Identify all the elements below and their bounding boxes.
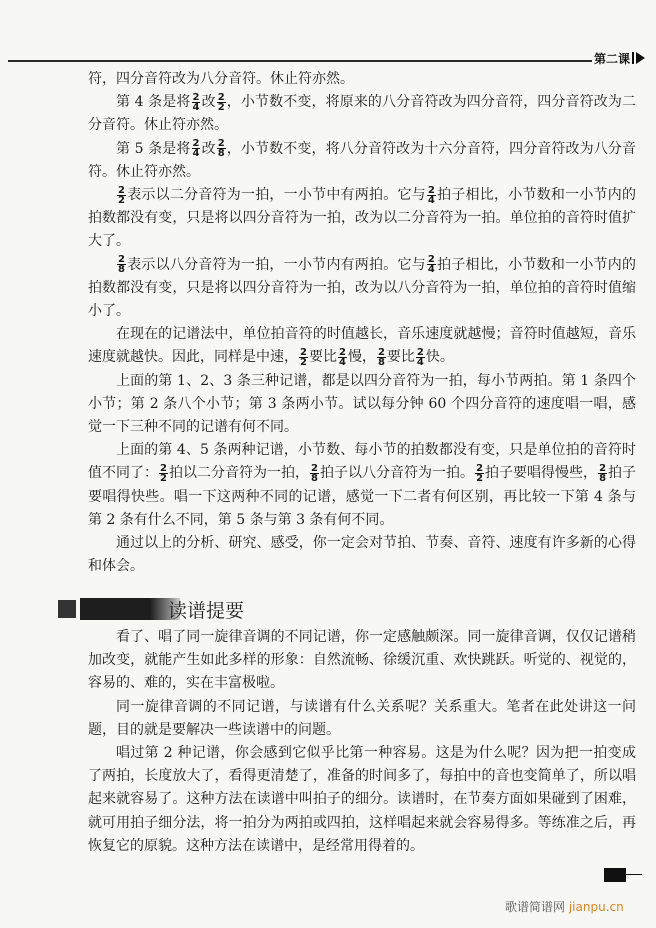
text: 改 xyxy=(201,140,216,157)
time-signature xyxy=(377,348,386,367)
chapter-label: 第二课 xyxy=(594,52,631,66)
watermark-cn: 歌谱简谱网 xyxy=(505,900,566,914)
numerator: 2 xyxy=(311,462,319,474)
numerator: 2 xyxy=(160,462,167,474)
paragraph: 唱过第 2 种记谱，你会感到它似乎比第一种容易。这是为什么呢？因为把一拍变成了两拍，长度放大了，看得更清楚了，准备的时间多了，每拍中的音也变简单了，所以唱起来就容易了。这种方法在读谱中叫拍子的细分。读谱时，在节奏方面如果碰到了困难，就可用拍子细分法，将一拍分为两拍或四拍，这样唱起来就会容易得多。等练准之后，再恢复它的原貌。这种方法在读谱中，是经常用得着的。 xyxy=(88,745,636,854)
section-title: 读谱提要 xyxy=(168,599,245,622)
denominator: 4 xyxy=(192,148,200,160)
time-signature xyxy=(598,464,607,483)
time-signature xyxy=(416,348,425,367)
time-signature xyxy=(217,139,226,158)
time-signature xyxy=(192,139,201,158)
paragraph xyxy=(88,323,636,369)
time-signature xyxy=(475,464,484,483)
denominator: 2 xyxy=(476,472,484,484)
numerator: 2 xyxy=(427,254,435,266)
numerator: 2 xyxy=(377,346,385,358)
numerator: 2 xyxy=(217,91,225,103)
denominator: 4 xyxy=(192,101,200,113)
text: 拍子以八分音符为一拍。 xyxy=(320,465,475,482)
text: ，小节数不变，将原来的八分音符改为四分音符，四分音符改为二分音符。休止符亦然。 xyxy=(88,94,637,134)
page-marker-line xyxy=(626,874,642,875)
heading-block-icon xyxy=(58,600,76,618)
paragraph xyxy=(88,91,636,137)
text: 快。 xyxy=(425,349,454,366)
denominator: 8 xyxy=(377,356,385,368)
denominator: 8 xyxy=(599,472,607,484)
text: 拍子相比，小节数和一小节内的拍数都没有变，只是将以四分音符为一拍，改为以八分音符为一拍，单位拍的音符时值缩小了。 xyxy=(88,256,637,320)
paragraph xyxy=(88,184,636,254)
paragraph: 符，四分音符改为八分音符。休止符亦然。 xyxy=(88,71,354,87)
time-signature xyxy=(117,255,126,274)
denominator: 4 xyxy=(338,356,346,368)
denominator: 8 xyxy=(118,264,125,276)
header-bar xyxy=(632,52,634,64)
text: 拍子要唱得快些。唱一下这两种不同的记谱，感觉一下二者有何区别，再比较一下第 4 条与第 2 条有什么不同，第 5 条与第 3 条有何不同。 xyxy=(88,465,637,528)
paragraph: 看了、唱了同一旋律音调的不同记谱，你一定感触颇深。同一旋律音调，仅仅记谱稍加改变，就能产生如此多样的形象：自然流畅、徐缓沉重、欢快跳跃。听觉的、视觉的，容易的、难的，实在丰富极啦。 xyxy=(88,629,636,692)
watermark xyxy=(505,898,624,915)
time-signature xyxy=(217,93,226,112)
denominator: 2 xyxy=(118,194,125,206)
text: 在现在的记谱法中，单位拍音符的时值越长，音乐速度就越慢；音符时值越短，音乐速度就越快。因此，同样是中速， xyxy=(88,326,636,366)
text: 表示以二分音符为一拍，一小节中有两拍。它与 xyxy=(126,187,426,204)
time-signature xyxy=(310,464,319,483)
numerator: 2 xyxy=(192,91,200,103)
time-signature xyxy=(338,348,347,367)
watermark-site: jianpu.cn xyxy=(568,900,624,914)
numerator: 2 xyxy=(300,346,307,358)
denominator: 4 xyxy=(416,356,424,368)
denominator: 2 xyxy=(217,101,225,113)
numerator: 2 xyxy=(217,138,225,150)
section-heading xyxy=(58,597,244,621)
text: 改 xyxy=(201,94,216,111)
text: 要比 xyxy=(308,349,337,366)
paragraph: 通过以上的分析、研究、感受，你一定会对节拍、节奏、音符、速度有许多新的心得和体会。 xyxy=(88,535,636,575)
text: 拍子要唱得慢些， xyxy=(485,465,598,482)
numerator: 2 xyxy=(427,184,435,196)
text: 表示以八分音符为一拍，一小节内有两拍。它与 xyxy=(126,256,426,273)
text: 慢， xyxy=(347,349,376,366)
body-text xyxy=(88,68,636,578)
numerator: 2 xyxy=(338,346,346,358)
text: 拍以二分音符为一拍， xyxy=(169,465,310,482)
page-marker-icon xyxy=(604,868,626,882)
numerator: 2 xyxy=(192,138,200,150)
text: 第 4 条是将 xyxy=(116,94,191,111)
time-signature xyxy=(427,186,436,205)
numerator: 2 xyxy=(118,184,125,196)
text: 要比 xyxy=(386,349,415,366)
time-signature xyxy=(117,186,126,205)
header-arrow-icon xyxy=(636,52,645,64)
text: 上面的第 4、5 条两种记谱，小节数、每小节的拍数都没有变，只是单位拍的音符时值不同了： xyxy=(88,442,636,482)
numerator: 2 xyxy=(118,254,125,266)
numerator: 2 xyxy=(476,462,484,474)
time-signature xyxy=(427,255,436,274)
denominator: 4 xyxy=(427,194,435,206)
paragraph xyxy=(88,254,636,324)
denominator: 2 xyxy=(160,472,167,484)
denominator: 8 xyxy=(217,148,225,160)
denominator: 2 xyxy=(300,356,307,368)
header-rule xyxy=(8,60,592,62)
paragraph xyxy=(88,138,636,184)
denominator: 8 xyxy=(311,472,319,484)
text: 第 5 条是将 xyxy=(116,140,191,157)
time-signature xyxy=(192,93,201,112)
time-signature xyxy=(299,348,308,367)
section-body xyxy=(88,626,636,858)
time-signature xyxy=(159,464,168,483)
numerator: 2 xyxy=(599,462,607,474)
paragraph: 同一旋律音调的不同记谱，与读谱有什么关系呢？关系重大。笔者在此处讲这一问题，目的就是要解决一些读谱中的问题。 xyxy=(88,698,636,738)
text: 拍子相比，小节数和一小节内的拍数都没有变，只是将以四分音符为一拍，改为以二分音符为一拍。单位拍的音符时值扩大了。 xyxy=(88,187,637,250)
text: ，小节数不变，将八分音符改为十六分音符，四分音符改为八分音符。休止符亦然。 xyxy=(88,140,637,180)
paragraph: 上面的第 1、2、3 条三种记谱，都是以四分音符为一拍，每小节两拍。第 1 条四个小节；第 2 条八个小节；第 3 条两小节。试以每分钟 60 个四分音符的速度唱一唱，感觉一下三种不同的记谱有何不同。 xyxy=(88,372,636,436)
numerator: 2 xyxy=(416,346,424,358)
denominator: 4 xyxy=(427,264,435,276)
heading-bar-icon xyxy=(80,598,180,620)
paragraph xyxy=(88,439,636,532)
